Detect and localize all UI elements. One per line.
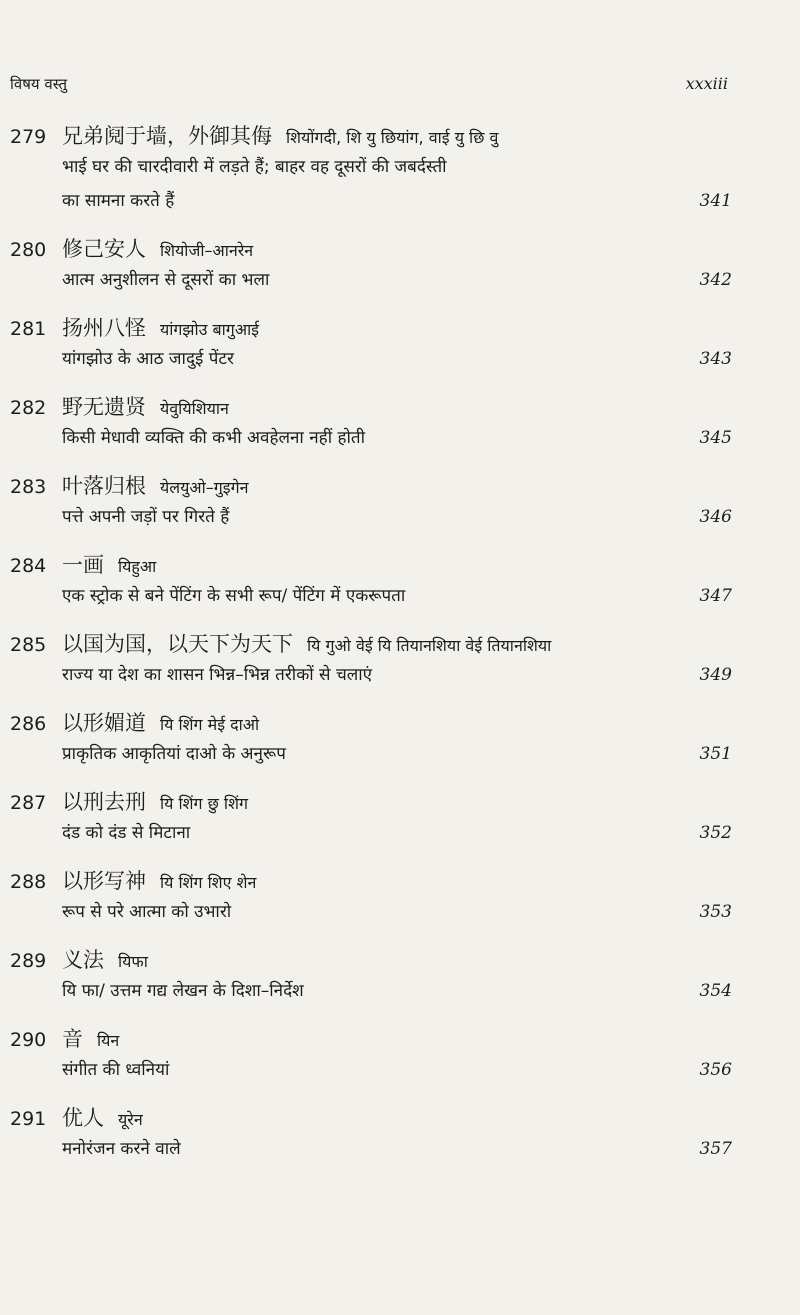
description: यि फा/ उत्तम गद्य लेखन के दिशा–निर्देश — [62, 981, 304, 1001]
chinese-title: 扬州八怪 — [62, 316, 146, 340]
description-continued: का सामना करते हैं — [62, 191, 175, 211]
description: मनोरंजन करने वाले — [62, 1139, 181, 1159]
chinese-title: 野无遗贤 — [62, 395, 146, 419]
transliteration: शियोंगदी, शि यु छियांग, वाई यु छि वु — [286, 128, 499, 147]
description: संगीत की ध्वनियां — [62, 1060, 170, 1080]
entry-page-number: 343 — [699, 349, 732, 369]
chinese-title: 音 — [62, 1027, 83, 1051]
chinese-title: 兄弟阋于墙，外御其侮 — [62, 124, 272, 148]
entry-page-number: 351 — [699, 744, 732, 764]
chinese-title: 义法 — [62, 948, 104, 972]
table-of-contents — [10, 120, 732, 1181]
entry-number: 291 — [10, 1108, 47, 1130]
transliteration: यिफा — [118, 952, 148, 971]
entry-page-number: 349 — [699, 665, 732, 685]
transliteration: यूरेन — [118, 1110, 143, 1129]
transliteration: यि शिंग मेई दाओ — [160, 715, 260, 734]
entry-page-number: 354 — [699, 981, 732, 1001]
transliteration: यि शिंग शिए शेन — [160, 873, 257, 892]
page-header — [10, 74, 728, 94]
entry-page-number: 357 — [699, 1139, 732, 1159]
description: पत्ते अपनी जड़ों पर गिरते हैं — [62, 507, 230, 527]
description: दंड को दंड से मिटाना — [62, 823, 191, 843]
toc-entry — [10, 1102, 732, 1170]
transliteration: यांगझोउ बागुआई — [160, 320, 260, 339]
toc-entry — [10, 1023, 732, 1091]
entry-page-number: 352 — [699, 823, 732, 843]
description: राज्य या देश का शासन भिन्न–भिन्न तरीकों से चलाएं — [62, 665, 373, 685]
entry-page-number: 341 — [699, 191, 732, 211]
entry-number: 289 — [10, 950, 47, 972]
description: आत्म अनुशीलन से दूसरों का भला — [62, 270, 270, 290]
toc-entry — [10, 549, 732, 617]
chinese-title: 以形写神 — [62, 869, 146, 893]
entry-number: 279 — [10, 126, 47, 148]
entry-number: 280 — [10, 239, 47, 261]
toc-entry — [10, 707, 732, 775]
toc-entry — [10, 312, 732, 380]
section-title: विषय वस्तु — [10, 75, 68, 93]
transliteration: यि शिंग छु शिंग — [160, 794, 248, 813]
entry-page-number: 356 — [699, 1060, 732, 1080]
description: यांगझोउ के आठ जादुई पेंटर — [62, 349, 234, 369]
chinese-title: 以国为国，以天下为天下 — [62, 632, 293, 656]
transliteration: यिन — [97, 1031, 120, 1050]
chinese-title: 以刑去刑 — [62, 790, 146, 814]
entry-number: 288 — [10, 871, 47, 893]
entry-number: 285 — [10, 634, 47, 656]
chinese-title: 叶落归根 — [62, 474, 146, 498]
page-number: xxxiii — [685, 74, 728, 93]
entry-number: 281 — [10, 318, 47, 340]
entry-number: 286 — [10, 713, 47, 735]
entry-page-number: 347 — [699, 586, 732, 606]
description: भाई घर की चारदीवारी में लड़ते हैं; बाहर वह दूसरों की जबर्दस्ती — [62, 157, 447, 177]
toc-entry — [10, 786, 732, 854]
toc-entry — [10, 628, 732, 696]
toc-entry — [10, 944, 732, 1012]
toc-entry — [10, 233, 732, 301]
toc-entry — [10, 120, 732, 222]
transliteration: यि गुओ वेई यि तियानशिया वेई तियानशिया — [307, 636, 552, 655]
description: किसी मेधावी व्यक्ति की कभी अवहेलना नहीं होती — [62, 428, 366, 448]
entry-number: 283 — [10, 476, 47, 498]
description: प्राकृतिक आकृतियां दाओ के अनुरूप — [62, 744, 286, 764]
entry-page-number: 345 — [699, 428, 732, 448]
transliteration: येवुयिशियान — [160, 399, 229, 418]
chinese-title: 一画 — [62, 553, 104, 577]
transliteration: येलयुओ–गुइगेन — [160, 478, 249, 497]
description: रूप से परे आत्मा को उभारो — [62, 902, 232, 922]
entry-number: 287 — [10, 792, 47, 814]
entry-number: 290 — [10, 1029, 47, 1051]
entry-page-number: 353 — [699, 902, 732, 922]
chinese-title: 以形媚道 — [62, 711, 146, 735]
entry-number: 284 — [10, 555, 47, 577]
entry-page-number: 346 — [699, 507, 732, 527]
toc-entry — [10, 391, 732, 459]
transliteration: शियोजी–आनरेन — [160, 241, 254, 260]
description: एक स्ट्रोक से बने पेंटिंग के सभी रूप/ पेंटिंग में एकरूपता — [62, 586, 406, 606]
chinese-title: 优人 — [62, 1106, 104, 1130]
toc-entry — [10, 865, 732, 933]
entry-page-number: 342 — [699, 270, 732, 290]
entry-number: 282 — [10, 397, 47, 419]
toc-entry — [10, 470, 732, 538]
transliteration: यिहुआ — [118, 557, 157, 576]
chinese-title: 修己安人 — [62, 237, 146, 261]
